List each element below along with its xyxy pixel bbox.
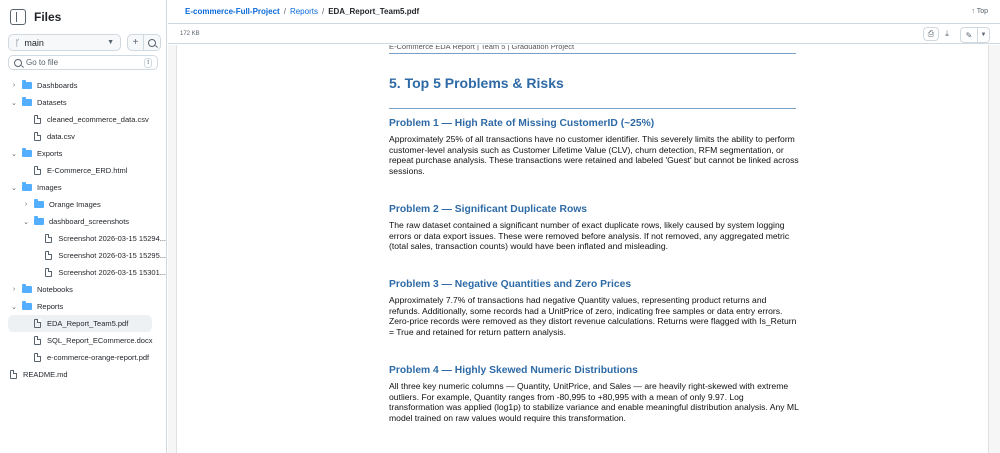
section-divider bbox=[389, 108, 796, 109]
tree-item-label: Images bbox=[37, 183, 62, 192]
tree-file[interactable] bbox=[0, 162, 166, 179]
tree-item-label: Screenshot 2026-03-15 15295... bbox=[58, 251, 166, 260]
plus-icon: + bbox=[132, 37, 139, 48]
pdf-running-head: E-Commerce EDA Report | Team 5 | Graduation Project bbox=[389, 45, 796, 54]
search-button[interactable] bbox=[144, 34, 161, 51]
tree-folder[interactable] bbox=[0, 196, 166, 213]
download-icon: ⤓ bbox=[945, 29, 949, 38]
search-icon bbox=[148, 39, 156, 47]
keyboard-shortcut-hint: t bbox=[144, 58, 152, 68]
folder-icon bbox=[22, 286, 32, 293]
edit-options-dropdown[interactable] bbox=[977, 28, 989, 42]
file-icon bbox=[34, 166, 41, 175]
file-size: 172 KB bbox=[180, 31, 200, 37]
problem-4-body: All three key numeric columns — Quantity, UnitPrice, and Sales — are heavily right-skewed with extreme outliers. For example, Quantity ranges from -80,995 to +80,995 with a mean of only 9.97. Log transformation was applied (log1p) to stabilize variance and enable meaningful distribution analysis. Any ML model trained on raw values would require this transformation. bbox=[389, 381, 799, 423]
tree-file[interactable] bbox=[0, 247, 166, 264]
tree-folder[interactable] bbox=[0, 145, 166, 162]
download-button[interactable] bbox=[939, 27, 955, 41]
tree-item-label: Orange Images bbox=[49, 200, 101, 209]
tree-folder[interactable] bbox=[0, 281, 166, 298]
chevron-right-icon[interactable]: › bbox=[12, 286, 16, 293]
tree-item-label: Datasets bbox=[37, 98, 67, 107]
problem-1 bbox=[389, 118, 799, 176]
search-icon bbox=[14, 59, 22, 67]
problem-2 bbox=[389, 204, 799, 252]
problem-3-title: Problem 3 — Negative Quantities and Zero Prices bbox=[389, 279, 632, 290]
folder-icon bbox=[22, 99, 32, 106]
tree-item-label: SQL_Report_ECommerce.docx bbox=[47, 336, 153, 345]
pdf-section-title: 5. Top 5 Problems & Risks bbox=[389, 75, 564, 91]
tree-folder[interactable] bbox=[0, 179, 166, 196]
folder-icon bbox=[22, 82, 32, 89]
tree-file[interactable] bbox=[8, 315, 152, 332]
problem-1-body: Approximately 25% of all transactions have no customer identifier. This severely limits the ability to perform customer-level analysis such as Customer Lifetime Value (CLV), churn detection, RFM segmentation, or repeat purchase analysis. These transactions were retained and labeled 'Guest' but cannot be linked across sessions. bbox=[389, 134, 799, 176]
chevron-down-icon[interactable]: ⌄ bbox=[11, 99, 17, 107]
files-header bbox=[0, 0, 166, 34]
print-button[interactable] bbox=[923, 27, 939, 41]
file-icon bbox=[10, 370, 17, 379]
tree-item-label: Screenshot 2026-03-15 15301... bbox=[58, 268, 166, 277]
tree-item-label: e-commerce-orange-report.pdf bbox=[47, 353, 150, 362]
file-tree bbox=[0, 77, 166, 383]
file-icon bbox=[45, 268, 52, 277]
go-to-file-placeholder: Go to file bbox=[26, 58, 59, 67]
tree-folder[interactable] bbox=[0, 298, 166, 315]
file-actions bbox=[920, 27, 990, 43]
file-info-bar bbox=[168, 25, 1000, 44]
chevron-down-icon: ▼ bbox=[107, 39, 114, 46]
folder-icon bbox=[34, 201, 44, 208]
tree-item-label: Screenshot 2026-03-15 15294... bbox=[58, 234, 166, 243]
file-icon bbox=[45, 234, 52, 243]
chevron-down-icon[interactable]: ⌄ bbox=[11, 184, 17, 192]
breadcrumb bbox=[168, 0, 1000, 24]
breadcrumb-folder-link[interactable]: Reports bbox=[289, 7, 318, 16]
tree-file[interactable] bbox=[0, 349, 166, 366]
chevron-down-icon: ▼ bbox=[980, 32, 987, 38]
tree-item-label: cleaned_ecommerce_data.csv bbox=[47, 115, 149, 124]
file-icon bbox=[34, 336, 41, 345]
tree-folder[interactable] bbox=[0, 213, 166, 230]
pencil-icon: ✎ bbox=[965, 30, 973, 40]
file-icon bbox=[34, 132, 41, 141]
printer-icon: ⎙ bbox=[927, 29, 935, 38]
tree-file[interactable] bbox=[0, 366, 166, 383]
sidebar-toggle-icon[interactable] bbox=[10, 9, 26, 25]
breadcrumb-separator: / bbox=[283, 7, 286, 16]
files-title: Files bbox=[34, 10, 62, 24]
pdf-viewer[interactable] bbox=[168, 45, 1000, 453]
edit-button-group bbox=[960, 27, 990, 43]
back-to-top-link[interactable]: ↑ Top bbox=[971, 8, 988, 15]
file-icon bbox=[34, 353, 41, 362]
tree-folder[interactable] bbox=[0, 94, 166, 111]
chevron-down-icon[interactable]: ⌄ bbox=[23, 218, 29, 226]
tree-item-label: README.md bbox=[23, 370, 68, 379]
branch-selector[interactable] bbox=[8, 34, 121, 51]
file-tree-sidebar bbox=[0, 0, 167, 453]
tree-folder[interactable] bbox=[0, 77, 166, 94]
breadcrumb-repo-link[interactable]: E-commerce-Full-Project bbox=[185, 7, 280, 16]
folder-icon bbox=[34, 218, 44, 225]
breadcrumb-separator: / bbox=[321, 7, 325, 16]
chevron-right-icon[interactable]: › bbox=[24, 201, 28, 208]
problem-1-title: Problem 1 — High Rate of Missing CustomerID (~25%) bbox=[389, 118, 655, 129]
tree-item-label: Reports bbox=[37, 302, 64, 311]
problem-4 bbox=[389, 365, 799, 423]
tree-file[interactable] bbox=[0, 332, 166, 349]
problem-3 bbox=[389, 279, 799, 337]
file-icon bbox=[34, 115, 41, 124]
tree-item-label: EDA_Report_Team5.pdf bbox=[47, 319, 129, 328]
tree-file[interactable] bbox=[0, 128, 166, 145]
tree-item-label: data.csv bbox=[47, 132, 75, 141]
tree-item-label: Notebooks bbox=[37, 285, 73, 294]
problem-4-title: Problem 4 — Highly Skewed Numeric Distributions bbox=[389, 365, 638, 376]
problem-2-body: The raw dataset contained a significant number of exact duplicate rows, likely caused by system logging errors or data export issues. These were removed before analysis. If not removed, any aggregated metric (total sales, transaction counts) would have been inflated and misleading. bbox=[389, 220, 790, 251]
pdf-page bbox=[176, 45, 989, 453]
tree-item-label: dashboard_screenshots bbox=[49, 217, 130, 226]
file-icon bbox=[45, 251, 52, 260]
folder-icon bbox=[22, 303, 32, 310]
chevron-right-icon[interactable]: › bbox=[12, 82, 16, 89]
tree-file[interactable] bbox=[0, 230, 166, 247]
problem-2-title: Problem 2 — Significant Duplicate Rows bbox=[389, 204, 587, 215]
tree-item-label: Dashboards bbox=[37, 81, 78, 90]
chevron-down-icon[interactable]: ⌄ bbox=[11, 303, 17, 311]
tree-file[interactable] bbox=[0, 111, 166, 128]
chevron-down-icon[interactable]: ⌄ bbox=[11, 150, 17, 158]
branch-name: main bbox=[24, 37, 44, 48]
folder-icon bbox=[22, 184, 32, 191]
tree-file[interactable] bbox=[0, 264, 166, 281]
folder-icon bbox=[22, 150, 32, 157]
breadcrumb-current-file: EDA_Report_Team5.pdf bbox=[328, 7, 420, 16]
tree-item-label: E-Commerce_ERD.html bbox=[47, 166, 128, 175]
problem-3-body: Approximately 7.7% of transactions had negative Quantity values, representing product returns and refunds. Additionally, some records had a UnitPrice of zero, indicating free samples or data entry errors. Zero-price records were removed as they distort revenue calculations. Returns were flagged with Is_Return = True and retained for return pattern analysis. bbox=[389, 295, 797, 337]
go-to-file-input[interactable] bbox=[8, 55, 158, 70]
git-branch-icon: ᚴ bbox=[15, 37, 21, 48]
tree-item-label: Exports bbox=[37, 149, 63, 158]
branch-row bbox=[8, 34, 161, 51]
file-icon bbox=[34, 319, 41, 328]
add-file-button[interactable] bbox=[127, 34, 144, 51]
edit-button[interactable] bbox=[961, 28, 977, 42]
